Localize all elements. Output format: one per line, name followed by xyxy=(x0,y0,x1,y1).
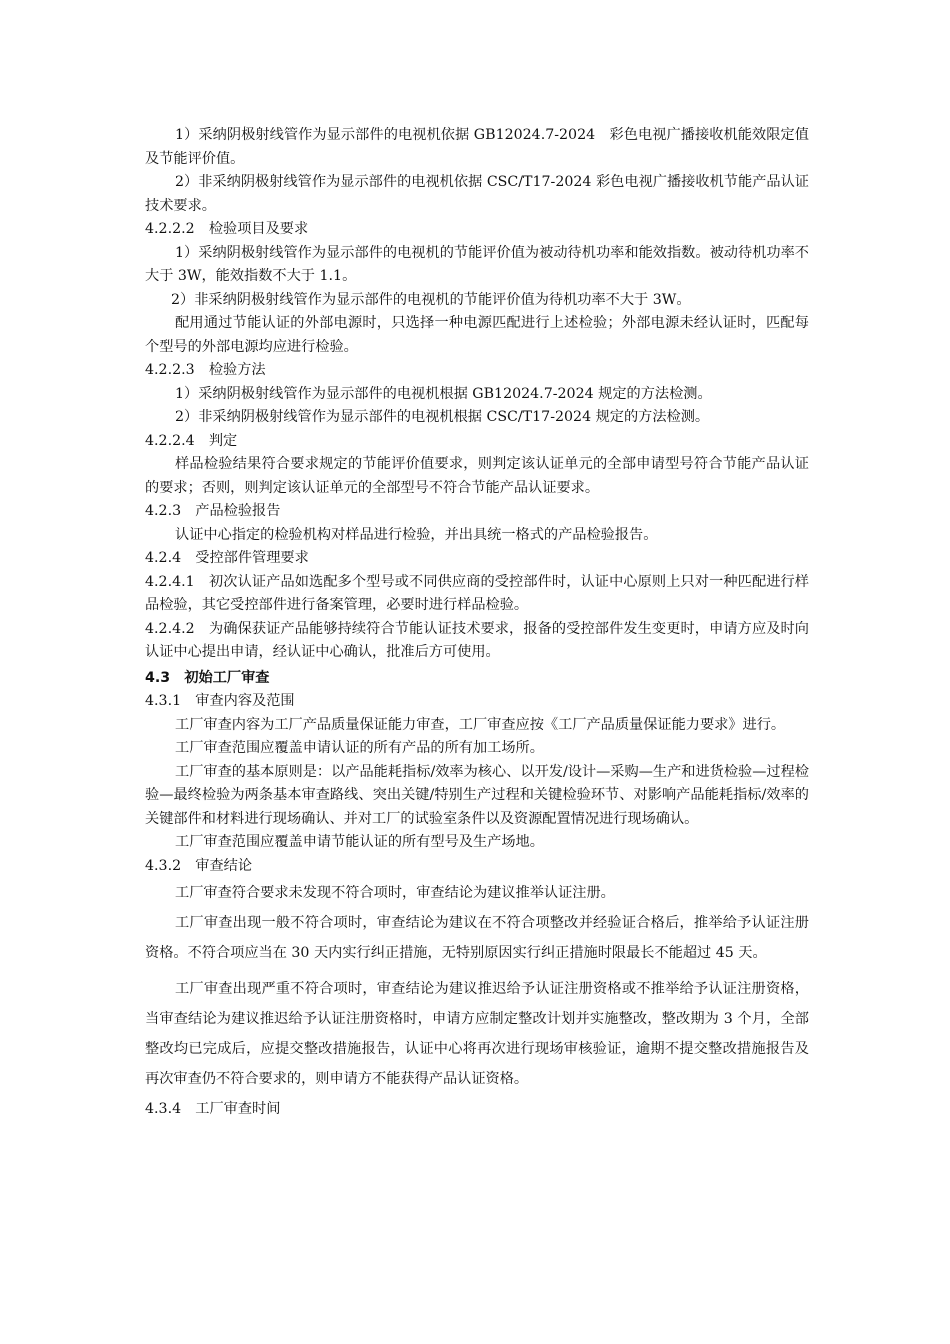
heading-4-3: 4.3 初始工厂审查 xyxy=(145,669,270,686)
paragraph-4-2-4-1: 4.2.4.1 初次认证产品如选配多个型号或不同供应商的受控部件时，认证中心原则上只对一种匹配进行样品检验，其它受控部件进行备案管理，必要时进行样品检验。 xyxy=(145,573,809,613)
heading-4-3-1: 4.3.1 审查内容及范围 xyxy=(145,693,295,709)
document-page xyxy=(145,124,809,1124)
paragraph-conclusion-major: 工厂审查出现严重不符合项时，审查结论为建议推迟给予认证注册资格或不推举给予认证注册资格，当审查结论为建议推迟给予认证注册资格时，申请方应制定整改计划并实施整改，整改期为 3 个月，全部整改均已完成后，应提交整改措施报告，认证中心将再次进行现场审核验证，逾期不提交整改措施报告及再次审查仍不符合要求的，则申请方不能获得产品认证资格。 xyxy=(145,981,809,1087)
heading-4-2-2-4: 4.2.2.4 判定 xyxy=(145,432,238,449)
heading-4-2-3: 4.2.3 产品检验报告 xyxy=(145,503,281,519)
heading-4-2-2-3: 4.2.2.3 检验方法 xyxy=(145,362,266,378)
paragraph-crt-evaluation: 1）采纳阴极射线管作为显示部件的电视机的节能评价值为被动待机功率和能效指数。被动待机功率不大于 3W，能效指数不大于 1.1。 xyxy=(145,244,809,284)
paragraph-audit-principle: 工厂审查的基本原则是：以产品能耗指标/效率为核心、以开发/设计—采购—生产和进货检验—过程检验—最终检验为两条基本审查路线、突出关键/特别生产过程和关键检验环节、对影响产品能耗指标/效率的关键部件和材料进行现场确认、并对工厂的试验室条件以及资源配置情况进行现场确认。 xyxy=(145,763,809,827)
paragraph-judgement: 样品检验结果符合要求规定的节能评价值要求，则判定该认证单元的全部申请型号符合节能产品认证的要求；否则，则判定该认证单元的全部型号不符合节能产品认证要求。 xyxy=(145,456,809,496)
paragraph-external-power: 配用通过节能认证的外部电源时，只选择一种电源匹配进行上述检验；外部电源未经认证时，匹配每个型号的外部电源均应进行检验。 xyxy=(145,315,809,355)
heading-4-2-4: 4.2.4 受控部件管理要求 xyxy=(145,550,309,566)
paragraph-noncrt-evaluation: 2）非采纳阴极射线管作为显示部件的电视机的节能评价值为待机功率不大于 3W。 xyxy=(171,291,691,308)
paragraph-audit-scope-sites: 工厂审查范围应覆盖申请认证的所有产品的所有加工场所。 xyxy=(175,740,544,756)
paragraph-4-2-4-2: 4.2.4.2 为确保获证产品能够持续符合节能认证技术要求，报备的受控部件发生变更时，申请方应及时向认证中心提出申请，经认证中心确认，批准后方可使用。 xyxy=(145,620,809,660)
paragraph-crt-standard: 1）采纳阴极射线管作为显示部件的电视机依据 GB12024.7-2024 彩色电视广播接收机能效限定值及节能评价值。 xyxy=(145,127,809,167)
paragraph-inspection-report: 认证中心指定的检验机构对样品进行检验，并出具统一格式的产品检验报告。 xyxy=(175,526,658,543)
paragraph-audit-scope-models: 工厂审查范围应覆盖申请节能认证的所有型号及生产场地。 xyxy=(175,834,544,850)
paragraph-noncrt-method: 2）非采纳阴极射线管作为显示部件的电视机根据 CSC/T17-2024 规定的方法检测。 xyxy=(175,409,710,425)
heading-4-3-4: 4.3.4 工厂审查时间 xyxy=(145,1101,281,1117)
heading-4-2-2-2: 4.2.2.2 检验项目及要求 xyxy=(145,221,309,237)
paragraph-conclusion-minor: 工厂审查出现一般不符合项时，审查结论为建议在不符合项整改并经验证合格后，推举给予认证注册资格。不符合项应当在 30 天内实行纠正措施，无特别原因实行纠正措施时限最长不能超过 45 天。 xyxy=(145,915,809,961)
paragraph-crt-method: 1）采纳阴极射线管作为显示部件的电视机根据 GB12024.7-2024 规定的方法检测。 xyxy=(175,385,712,402)
paragraph-conclusion-pass: 工厂审查符合要求未发现不符合项时，审查结论为建议推举认证注册。 xyxy=(175,885,615,901)
paragraph-audit-content: 工厂审查内容为工厂产品质量保证能力审查，工厂审查应按《工厂产品质量保证能力要求》进行。 xyxy=(175,716,786,733)
paragraph-noncrt-standard: 2）非采纳阴极射线管作为显示部件的电视机依据 CSC/T17-2024 彩色电视广播接收机节能产品认证技术要求。 xyxy=(145,174,809,214)
heading-4-3-2: 4.3.2 审查结论 xyxy=(145,857,253,874)
